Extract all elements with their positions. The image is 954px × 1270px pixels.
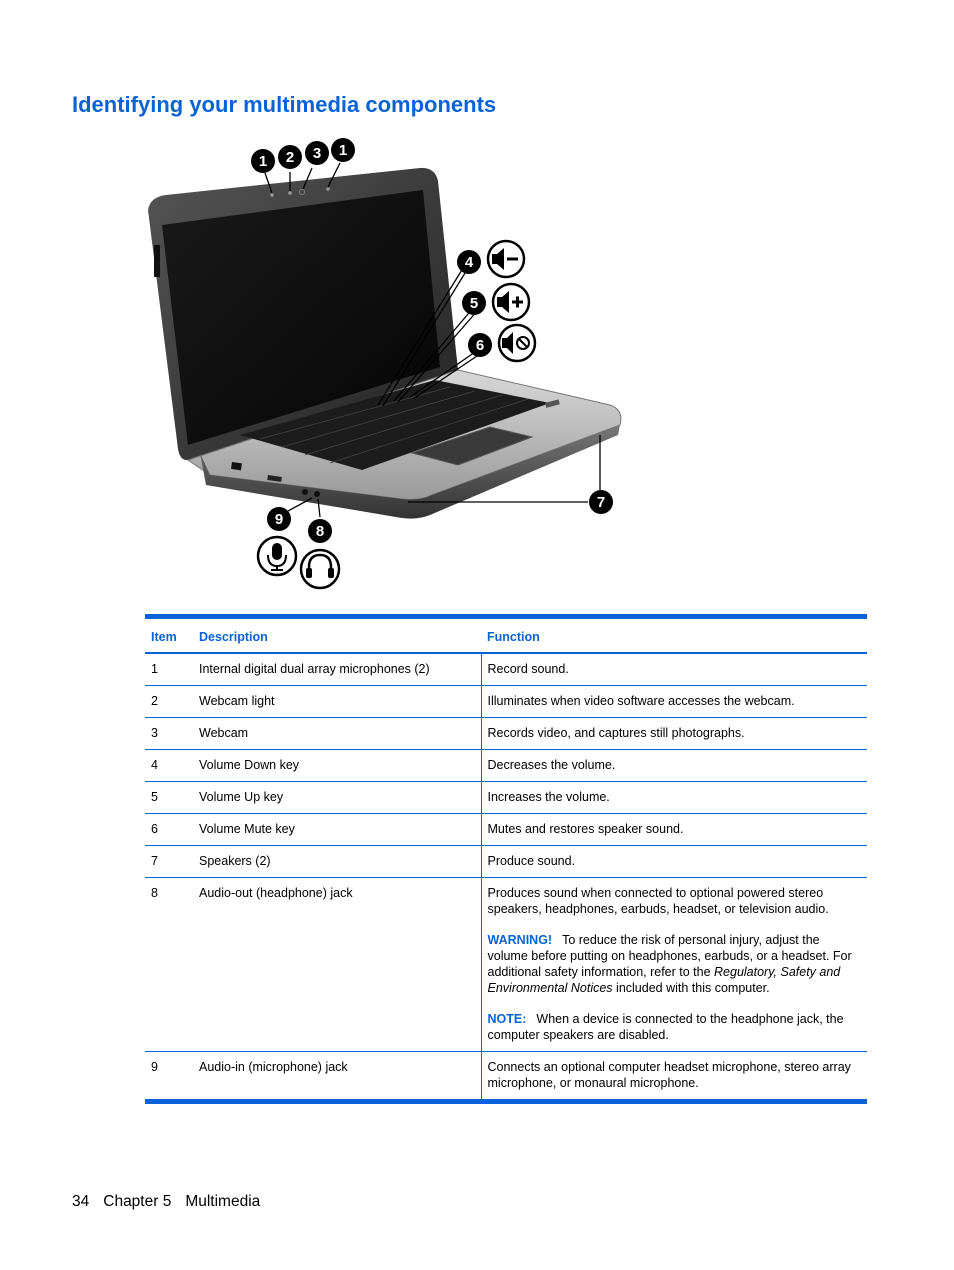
- item-description: Webcam: [193, 718, 481, 750]
- item-description: Webcam light: [193, 686, 481, 718]
- warning-block: [488, 932, 862, 996]
- item-number: 7: [151, 854, 158, 868]
- item-function: Connects an optional computer headset microphone, stereo array microphone, or monaural microphone.: [487, 1060, 851, 1090]
- microphone-icon: [258, 537, 296, 575]
- callout-number: 4: [464, 254, 474, 271]
- table-row: [145, 1052, 867, 1102]
- callout-number: 9: [274, 511, 284, 528]
- callout-number: 2: [285, 149, 295, 166]
- note-text: When a device is connected to the headphone jack, the computer speakers are disabled.: [487, 1012, 844, 1042]
- port-a: [231, 462, 242, 470]
- table-row: [145, 750, 867, 782]
- item-number: 4: [151, 758, 158, 772]
- mic-right-dot: [326, 187, 330, 191]
- callout-number: 5: [469, 295, 479, 312]
- callout-number: 8: [315, 523, 325, 540]
- mic-left-dot: [270, 193, 274, 197]
- item-function: Mutes and restores speaker sound.: [487, 822, 684, 836]
- table-row: [145, 814, 867, 846]
- table-row: [145, 686, 867, 718]
- item-number: 5: [151, 790, 158, 804]
- column-header-item: Item: [151, 630, 177, 644]
- item-function: Produce sound.: [487, 854, 576, 868]
- table-row: [145, 653, 867, 686]
- item-function: Illuminates when video software accesses the webcam.: [487, 694, 795, 708]
- callout-number: 3: [312, 145, 322, 162]
- item-description: Speakers (2): [193, 846, 481, 878]
- note-label: NOTE:: [487, 1012, 527, 1026]
- note-block: [488, 1011, 862, 1043]
- item-function: Records video, and captures still photographs.: [487, 726, 745, 740]
- item-function: Record sound.: [487, 662, 569, 676]
- item-function-cell: [481, 878, 867, 1052]
- page-number: 34: [72, 1193, 90, 1210]
- footer-chapter: Chapter 5: [103, 1193, 172, 1210]
- item-function: Produces sound when connected to optional powered stereo speakers, headphones, earbuds, headset, or television audio.: [487, 886, 829, 916]
- page-footer: [72, 1193, 274, 1211]
- table-row: [145, 878, 867, 1052]
- webcam-dot: [299, 189, 304, 194]
- item-description: Volume Up key: [193, 782, 481, 814]
- item-description: Volume Mute key: [193, 814, 481, 846]
- headphone-jack: [314, 491, 320, 497]
- item-number: 9: [151, 1060, 158, 1074]
- microphone-jack: [302, 489, 308, 495]
- headphone-icon: [301, 550, 339, 588]
- volume-mute-icon: [499, 325, 535, 361]
- column-header-function: Function: [487, 630, 540, 644]
- laptop-illustration: [140, 135, 660, 595]
- item-number: 8: [151, 886, 158, 900]
- callout-number: 7: [596, 494, 606, 511]
- table-row: [145, 846, 867, 878]
- callout-number: 1: [258, 153, 268, 170]
- table-row: [145, 718, 867, 750]
- item-number: 1: [151, 662, 158, 676]
- webcam-light-dot: [288, 191, 292, 195]
- table-header-row: [145, 617, 867, 654]
- callout-number: 1: [338, 142, 348, 159]
- volume-up-icon: [493, 284, 529, 320]
- lid-hinge-slot: [154, 245, 160, 277]
- warning-label: WARNING!: [487, 933, 553, 947]
- item-number: 6: [151, 822, 158, 836]
- footer-section: Multimedia: [185, 1193, 261, 1210]
- item-description: Audio-out (headphone) jack: [193, 878, 481, 1052]
- warning-text: To reduce the risk of personal injury, adjust the volume before putting on headphones, earbuds, or a headset. For additional safety information, refer to the: [487, 933, 852, 979]
- column-header-description: Description: [199, 630, 268, 644]
- volume-down-icon: [488, 241, 524, 277]
- item-function: Decreases the volume.: [487, 758, 616, 772]
- warning-italic-text: Regulatory, Safety and Environmental Notices: [487, 965, 841, 995]
- item-number: 2: [151, 694, 158, 708]
- table-row: [145, 782, 867, 814]
- laptop-diagram: [140, 135, 660, 595]
- page-title: Identifying your multimedia components: [72, 92, 497, 117]
- callout-number: 6: [475, 337, 485, 354]
- components-table: [145, 614, 867, 1104]
- item-description: Volume Down key: [193, 750, 481, 782]
- item-description: Internal digital dual array microphones (2): [193, 653, 481, 686]
- item-description: Audio-in (microphone) jack: [193, 1052, 481, 1102]
- item-number: 3: [151, 726, 158, 740]
- warning-text-end: included with this computer.: [612, 981, 770, 995]
- item-function: Increases the volume.: [487, 790, 610, 804]
